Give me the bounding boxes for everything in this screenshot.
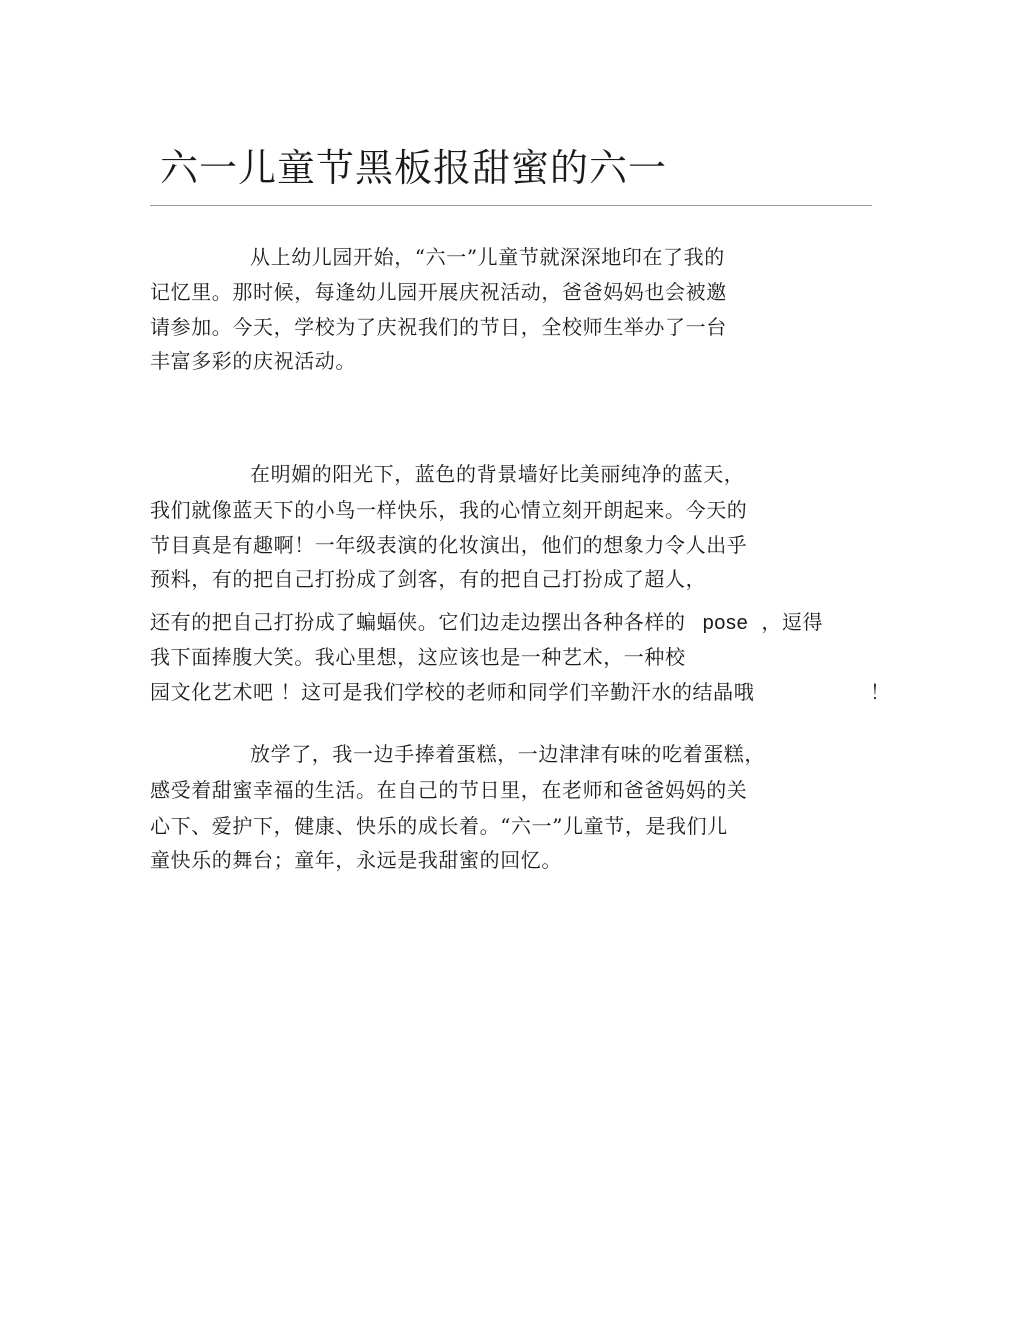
paragraph-2-line-3: 节目真是有趣啊！一年级表演的化妆演出，他们的想象力令人出乎: [150, 533, 748, 557]
paragraph-1-line-4: 丰富多彩的庆祝活动。: [150, 349, 356, 373]
paragraph-3-line-2: 感受着甜蜜幸福的生活。在自己的节日里，在老师和爸爸妈妈的关: [150, 778, 748, 802]
paragraph-3-line-3: 心下、爱护下，健康、快乐的成长着。“六一”儿童节，是我们儿: [150, 814, 728, 838]
paragraph-2-line-5-text: 还有的把自己打扮成了蝙蝠侠。它们边走边摆出各种各样的: [150, 610, 686, 634]
paragraph-2-line-1: 在明媚的阳光下，蓝色的背景墙好比美丽纯净的蓝天，: [250, 462, 745, 486]
document-title: 六一儿童节黑板报甜蜜的六一: [160, 146, 668, 190]
paragraph-2-line-5-tail: ，逗得: [761, 610, 824, 634]
paragraph-2-line-4: 预料，有的把自己打扮成了剑客，有的把自己打扮成了超人，: [150, 567, 707, 591]
paragraph-2-line-2: 我们就像蓝天下的小鸟一样快乐，我的心情立刻开朗起来。今天的: [150, 498, 748, 522]
paragraph-3-line-1: 放学了，我一边手捧着蛋糕，一边津津有味的吃着蛋糕，: [250, 742, 765, 766]
paragraph-2-line-6: 我下面捧腹大笑。我心里想，这应该也是一种艺术，一种校: [150, 645, 686, 669]
paragraph-1-line-2: 记忆里。那时候，每逢幼儿园开展庆祝活动，爸爸妈妈也会被邀: [150, 280, 727, 304]
paragraph-3-line-4: 童快乐的舞台；童年，永远是我甜蜜的回忆。: [150, 848, 562, 872]
paragraph-2-line-7-exclamation: ！: [870, 680, 890, 704]
title-divider: [150, 205, 872, 206]
paragraph-2-line-7: 园文化艺术吧 ！这可是我们学校的老师和同学们辛勤汗水的结晶哦: [150, 680, 755, 704]
paragraph-1-line-1: 从上幼儿园开始，“六一”儿童节就深深地印在了我的: [250, 245, 725, 269]
paragraph-1-line-3: 请参加。今天，学校为了庆祝我们的节日，全校师生举办了一台: [150, 315, 727, 339]
pose-word: pose: [702, 612, 749, 634]
paragraph-2-line-5: [150, 607, 823, 638]
